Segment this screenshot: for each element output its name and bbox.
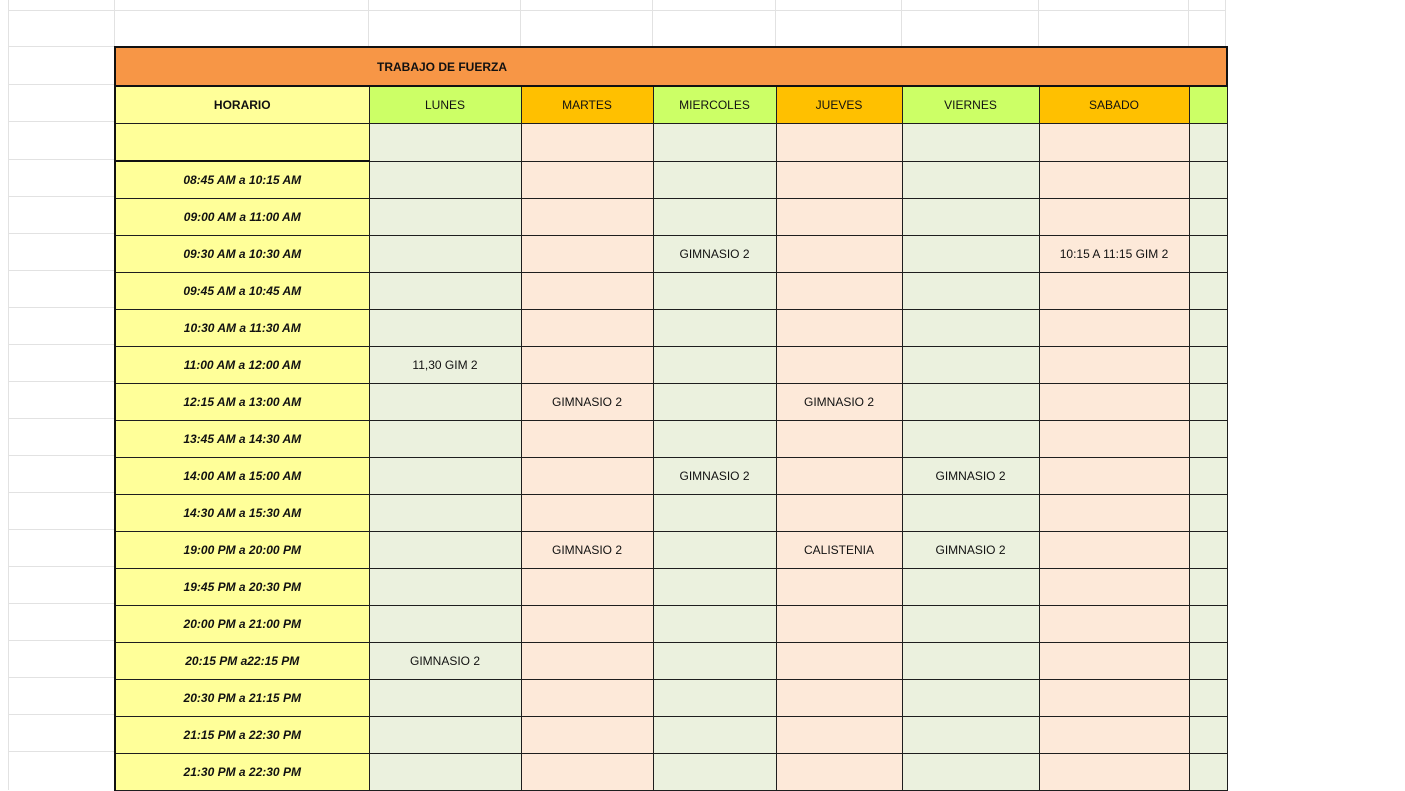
schedule-cell-viernes[interactable] [902,124,1039,162]
schedule-cell-extra[interactable] [1189,421,1227,458]
schedule-cell-martes[interactable] [521,236,653,273]
schedule-table [114,46,1228,791]
schedule-cell-extra[interactable] [1189,458,1227,495]
time-slot-cell[interactable]: 20:15 PM a22:15 PM [115,643,369,680]
schedule-cell-miercoles[interactable] [653,161,776,199]
schedule-cell-jueves[interactable] [776,161,902,199]
schedule-cell-miercoles[interactable] [653,495,776,532]
schedule-cell-jueves[interactable] [776,458,902,495]
schedule-cell-sabado[interactable] [1039,680,1189,717]
schedule-cell-lunes[interactable] [369,124,521,162]
schedule-cell-extra[interactable] [1189,236,1227,273]
table-row [115,273,1227,310]
schedule-cell-sabado[interactable] [1039,717,1189,754]
schedule-cell-viernes[interactable]: GIMNASIO 2 [902,458,1039,495]
schedule-cell-miercoles[interactable] [653,273,776,310]
schedule-cell-sabado[interactable] [1039,161,1189,199]
schedule-cell-martes[interactable]: GIMNASIO 2 [521,384,653,421]
table-row [115,236,1227,273]
table-row [115,717,1227,754]
schedule-cell-martes[interactable] [521,124,653,162]
schedule-cell-sabado[interactable] [1039,754,1189,791]
schedule-cell-martes[interactable] [521,495,653,532]
schedule-cell-martes[interactable]: GIMNASIO 2 [521,532,653,569]
schedule-cell-miercoles[interactable] [653,384,776,421]
schedule-cell-lunes[interactable] [369,273,521,310]
time-slot-cell[interactable]: 12:15 AM a 13:00 AM [115,384,369,421]
table-row [115,421,1227,458]
schedule-cell-extra[interactable] [1189,124,1227,162]
sheet-title[interactable]: TRABAJO DE FUERZA [115,47,1227,86]
schedule-cell-jueves[interactable] [776,606,902,643]
schedule-cell-viernes[interactable] [902,273,1039,310]
table-row [115,680,1227,717]
schedule-cell-viernes[interactable] [902,754,1039,791]
schedule-cell-jueves[interactable] [776,421,902,458]
schedule-cell-miercoles[interactable] [653,310,776,347]
header-row [115,86,1227,124]
schedule-cell-miercoles[interactable] [653,680,776,717]
schedule-cell-extra[interactable] [1189,532,1227,569]
schedule-cell-extra[interactable] [1189,161,1227,199]
time-slot-cell[interactable]: 13:45 AM a 14:30 AM [115,421,369,458]
schedule-cell-jueves[interactable] [776,199,902,236]
schedule-cell-miercoles[interactable] [653,606,776,643]
schedule-cell-extra[interactable] [1189,273,1227,310]
schedule-cell-lunes[interactable] [369,532,521,569]
header-day-lunes[interactable]: LUNES [369,86,521,124]
schedule-cell-sabado[interactable]: 10:15 A 11:15 GIM 2 [1039,236,1189,273]
schedule-cell-viernes[interactable] [902,717,1039,754]
schedule-body [115,124,1227,791]
schedule-cell-jueves[interactable] [776,236,902,273]
header-day-miercoles[interactable]: MIERCOLES [653,86,776,124]
schedule-cell-lunes[interactable] [369,680,521,717]
schedule-cell-sabado[interactable] [1039,643,1189,680]
schedule-cell-sabado[interactable] [1039,199,1189,236]
schedule-cell-lunes[interactable] [369,199,521,236]
time-slot-cell[interactable]: 19:45 PM a 20:30 PM [115,569,369,606]
schedule-cell-viernes[interactable]: GIMNASIO 2 [902,532,1039,569]
schedule-cell-martes[interactable] [521,273,653,310]
schedule-cell-lunes[interactable] [369,606,521,643]
table-row [115,754,1227,791]
schedule-cell-jueves[interactable]: CALISTENIA [776,532,902,569]
schedule-cell-sabado[interactable] [1039,532,1189,569]
schedule-cell-sabado[interactable] [1039,124,1189,162]
schedule-cell-viernes[interactable] [902,310,1039,347]
schedule-cell-extra[interactable] [1189,643,1227,680]
table-row [115,495,1227,532]
schedule-cell-martes[interactable] [521,161,653,199]
schedule-cell-martes[interactable] [521,347,653,384]
header-day-martes[interactable]: MARTES [521,86,653,124]
schedule-cell-martes[interactable] [521,310,653,347]
time-slot-cell[interactable] [115,124,369,162]
schedule-cell-lunes[interactable] [369,458,521,495]
schedule-cell-viernes[interactable] [902,347,1039,384]
schedule-cell-martes[interactable] [521,643,653,680]
schedule-cell-viernes[interactable] [902,161,1039,199]
schedule-cell-lunes[interactable] [369,495,521,532]
schedule-cell-viernes[interactable] [902,199,1039,236]
schedule-cell-martes[interactable] [521,458,653,495]
schedule-cell-miercoles[interactable] [653,199,776,236]
gridline [8,0,9,790]
schedule-cell-viernes[interactable] [902,569,1039,606]
schedule-cell-jueves[interactable] [776,310,902,347]
time-slot-cell[interactable]: 11:00 AM a 12:00 AM [115,347,369,384]
schedule-cell-lunes[interactable] [369,310,521,347]
schedule-cell-sabado[interactable] [1039,495,1189,532]
schedule-cell-martes[interactable] [521,199,653,236]
schedule-cell-viernes[interactable] [902,236,1039,273]
table-row [115,458,1227,495]
schedule-cell-miercoles[interactable] [653,569,776,606]
time-slot-cell[interactable]: 20:30 PM a 21:15 PM [115,680,369,717]
schedule-cell-jueves[interactable] [776,569,902,606]
schedule-cell-sabado[interactable] [1039,421,1189,458]
schedule-cell-martes[interactable] [521,754,653,791]
schedule-cell-lunes[interactable] [369,754,521,791]
time-slot-cell[interactable]: 09:45 AM a 10:45 AM [115,273,369,310]
schedule-cell-extra[interactable] [1189,384,1227,421]
schedule-cell-miercoles[interactable] [653,532,776,569]
header-horario[interactable]: HORARIO [115,86,369,124]
time-slot-cell[interactable]: 19:00 PM a 20:00 PM [115,532,369,569]
schedule-cell-sabado[interactable] [1039,384,1189,421]
time-slot-cell[interactable]: 21:30 PM a 22:30 PM [115,754,369,791]
schedule-cell-jueves[interactable] [776,495,902,532]
schedule-cell-sabado[interactable] [1039,347,1189,384]
schedule-cell-viernes[interactable] [902,384,1039,421]
schedule-cell-martes[interactable] [521,421,653,458]
schedule-cell-viernes[interactable] [902,680,1039,717]
schedule-cell-miercoles[interactable] [653,643,776,680]
schedule-cell-martes[interactable] [521,680,653,717]
table-row [115,643,1227,680]
schedule-cell-extra[interactable] [1189,680,1227,717]
schedule-cell-extra[interactable] [1189,495,1227,532]
gridline [8,10,1226,11]
schedule-cell-extra[interactable] [1189,347,1227,384]
table-row [115,199,1227,236]
schedule-cell-extra[interactable] [1189,569,1227,606]
schedule-cell-jueves[interactable] [776,347,902,384]
header-day-viernes[interactable]: VIERNES [902,86,1039,124]
table-row [115,161,1227,199]
table-row [115,384,1227,421]
schedule-cell-jueves[interactable] [776,643,902,680]
schedule-cell-lunes[interactable] [369,161,521,199]
schedule-cell-jueves[interactable]: GIMNASIO 2 [776,384,902,421]
schedule-cell-lunes[interactable] [369,569,521,606]
time-slot-cell[interactable]: 14:30 AM a 15:30 AM [115,495,369,532]
table-row [115,124,1227,162]
time-slot-cell[interactable]: 09:00 AM a 11:00 AM [115,199,369,236]
table-row [115,310,1227,347]
schedule-cell-viernes[interactable] [902,495,1039,532]
schedule-cell-miercoles[interactable]: GIMNASIO 2 [653,458,776,495]
schedule-cell-miercoles[interactable] [653,124,776,162]
schedule-cell-lunes[interactable] [369,384,521,421]
schedule-cell-miercoles[interactable] [653,717,776,754]
time-slot-cell[interactable]: 08:45 AM a 10:15 AM [115,161,369,199]
time-slot-cell[interactable]: 20:00 PM a 21:00 PM [115,606,369,643]
schedule-cell-extra[interactable] [1189,754,1227,791]
schedule-cell-extra[interactable] [1189,606,1227,643]
header-day-jueves[interactable]: JUEVES [776,86,902,124]
schedule-cell-extra[interactable] [1189,717,1227,754]
table-row [115,532,1227,569]
schedule-cell-viernes[interactable] [902,643,1039,680]
schedule-cell-miercoles[interactable] [653,421,776,458]
schedule-cell-miercoles[interactable] [653,347,776,384]
table-row [115,347,1227,384]
time-slot-cell[interactable]: 09:30 AM a 10:30 AM [115,236,369,273]
time-slot-cell[interactable]: 14:00 AM a 15:00 AM [115,458,369,495]
schedule-cell-martes[interactable] [521,717,653,754]
schedule-cell-viernes[interactable] [902,606,1039,643]
schedule-cell-jueves[interactable] [776,717,902,754]
time-slot-cell[interactable]: 21:15 PM a 22:30 PM [115,717,369,754]
schedule-cell-sabado[interactable] [1039,569,1189,606]
schedule-cell-miercoles[interactable]: GIMNASIO 2 [653,236,776,273]
header-day-sabado[interactable]: SABADO [1039,86,1189,124]
schedule-cell-jueves[interactable] [776,124,902,162]
schedule-cell-martes[interactable] [521,606,653,643]
table-row [115,569,1227,606]
schedule-cell-lunes[interactable]: 11,30 GIM 2 [369,347,521,384]
schedule-cell-sabado[interactable] [1039,606,1189,643]
schedule-cell-lunes[interactable] [369,421,521,458]
schedule-cell-lunes[interactable]: GIMNASIO 2 [369,643,521,680]
schedule-cell-extra[interactable] [1189,199,1227,236]
schedule-cell-extra[interactable] [1189,310,1227,347]
time-slot-cell[interactable]: 10:30 AM a 11:30 AM [115,310,369,347]
schedule-cell-martes[interactable] [521,569,653,606]
schedule-cell-sabado[interactable] [1039,458,1189,495]
table-row [115,606,1227,643]
header-extra-cell[interactable] [1189,86,1227,124]
schedule-cell-miercoles[interactable] [653,754,776,791]
schedule-cell-jueves[interactable] [776,754,902,791]
schedule-cell-lunes[interactable] [369,717,521,754]
schedule-cell-lunes[interactable] [369,236,521,273]
schedule-cell-jueves[interactable] [776,273,902,310]
schedule-cell-sabado[interactable] [1039,273,1189,310]
schedule-cell-sabado[interactable] [1039,310,1189,347]
schedule-cell-viernes[interactable] [902,421,1039,458]
schedule-cell-jueves[interactable] [776,680,902,717]
